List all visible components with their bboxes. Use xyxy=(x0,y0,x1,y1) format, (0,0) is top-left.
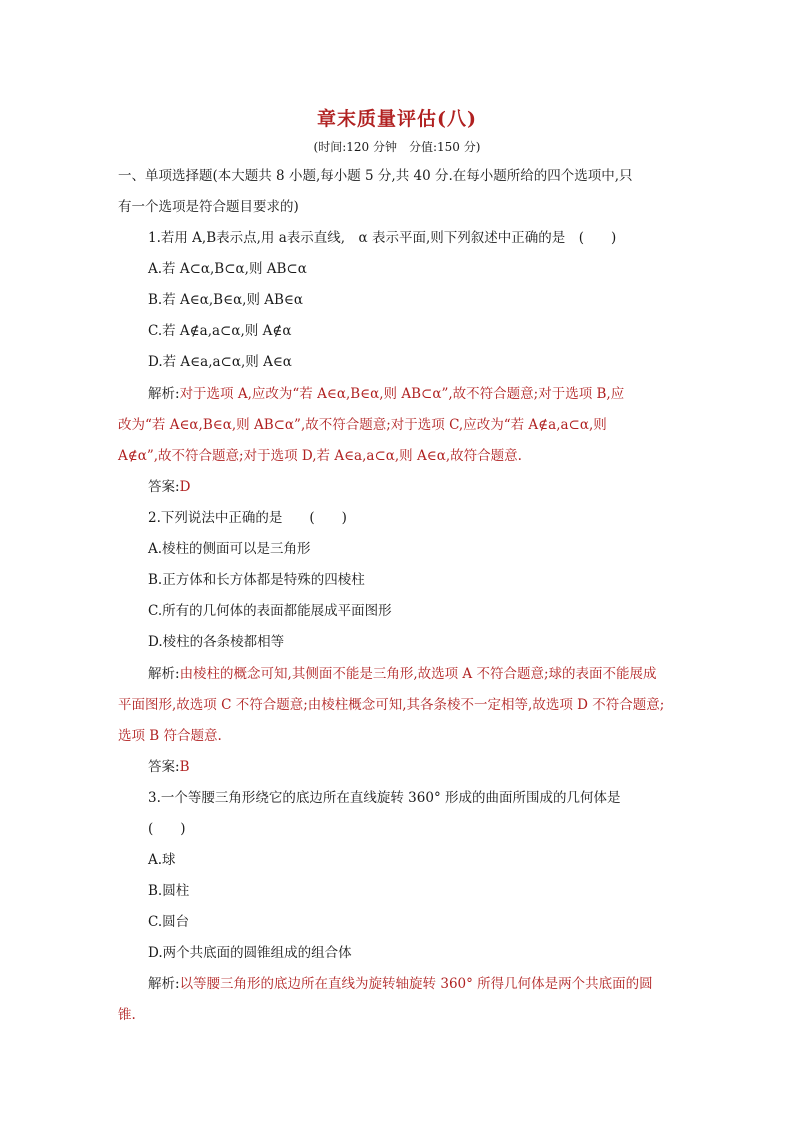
q3-stem-line-1: 3.一个等腰三角形绕它的底边所在直线旋转 360° 形成的曲面所围成的几何体是 xyxy=(148,790,621,806)
q1-stem: 1.若用 A,B表示点,用 a表示直线, α 表示平面,则下列叙述中正确的是 ( ) xyxy=(148,230,617,246)
q2-option-c: C.所有的几何体的表面都能展成平面图形 xyxy=(148,603,392,619)
q3-option-d: D.两个共底面的圆锥组成的组合体 xyxy=(148,945,352,961)
q1-option-b: B.若 A∈α,B∈α,则 AB∈α xyxy=(148,292,304,308)
page-title: 章末质量评估(八) xyxy=(317,108,477,130)
q2-analysis-line-1 xyxy=(148,665,657,683)
q2-answer-value: B xyxy=(179,759,190,775)
q2-answer xyxy=(148,758,189,776)
q1-answer xyxy=(148,478,190,496)
q3-stem-line-2: ( ) xyxy=(148,821,186,837)
section-heading-line-1: 一、单项选择题(本大题共 8 小题,每小题 5 分,共 40 分.在每小题所给的四个选项中,只 xyxy=(118,168,633,184)
q1-option-c: C.若 A∉a,a⊂α,则 A∉α xyxy=(148,323,292,339)
q2-analysis-line-2: 平面图形,故选项 C 不符合题意;由棱柱概念可知,其各条棱不一定相等,故选项 D 不符合题意; xyxy=(118,697,665,713)
section-heading-line-2: 有一个选项是符合题目要求的) xyxy=(118,199,299,215)
q3-analysis-line-1 xyxy=(148,975,653,993)
q2-analysis-line-3: 选项 B 符合题意. xyxy=(118,728,222,744)
q2-stem: 2.下列说法中正确的是 ( ) xyxy=(148,510,347,526)
q3-analysis-label: 解析: xyxy=(148,976,180,992)
q2-analysis-text-1: 由棱柱的概念可知,其侧面不能是三角形,故选项 A 不符合题意;球的表面不能展成 xyxy=(179,666,657,682)
q3-analysis-line-2: 锥. xyxy=(118,1007,136,1023)
q1-analysis-text-1: 对于选项 A,应改为“若 A∈α,B∈α,则 AB⊂α”,故不符合题意;对于选项 B,应 xyxy=(179,386,625,402)
q1-analysis-line-3: A∉α”,故不符合题意;对于选项 D,若 A∈a,a⊂α,则 A∈α,故符合题意. xyxy=(118,448,522,464)
q2-option-a: A.棱柱的侧面可以是三角形 xyxy=(148,541,311,557)
q1-option-d: D.若 A∈a,a⊂α,则 A∈α xyxy=(148,354,292,370)
q3-option-a: A.球 xyxy=(148,852,176,868)
q2-analysis-label: 解析: xyxy=(148,666,180,682)
q1-analysis-label: 解析: xyxy=(148,386,180,402)
page-subtitle: (时间:120 分钟 分值:150 分) xyxy=(313,140,481,154)
q2-answer-label: 答案: xyxy=(148,759,180,775)
q3-analysis-text-1: 以等腰三角形的底边所在直线为旋转轴旋转 360° 所得几何体是两个共底面的圆 xyxy=(179,976,653,992)
q1-analysis-line-2: 改为“若 A∈α,B∈α,则 AB⊂α”,故不符合题意;对于选项 C,应改为“若 A∉a,a⊂α,则 xyxy=(118,417,607,433)
q1-answer-label: 答案: xyxy=(148,479,180,495)
q2-option-d: D.棱柱的各条棱都相等 xyxy=(148,634,285,650)
q1-option-a: A.若 A⊂α,B⊂α,则 AB⊂α xyxy=(148,261,307,277)
q1-analysis-line-1 xyxy=(148,385,624,403)
q3-option-b: B.圆柱 xyxy=(148,883,190,899)
q2-option-b: B.正方体和长方体都是特殊的四棱柱 xyxy=(148,572,365,588)
q3-option-c: C.圆台 xyxy=(148,914,190,930)
q1-answer-value: D xyxy=(179,479,191,495)
